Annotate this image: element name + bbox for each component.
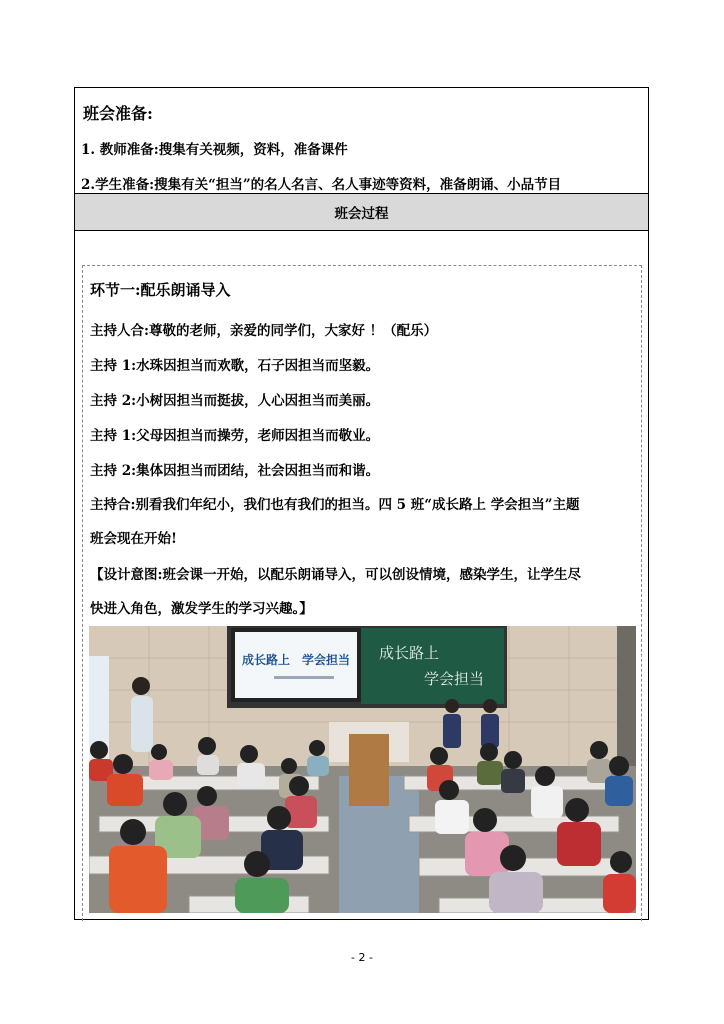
text-line: 主持合:别看我们年纪小，我们也有我们的担当。四 5 班“成长路上 学会担当”主题 (90, 497, 580, 513)
text-line: 主持人合:尊敬的老师，亲爱的同学们，大家好 ！（配乐） (90, 323, 438, 339)
lesson-plan-frame (74, 87, 649, 920)
prep-title: 班会准备: (83, 104, 153, 123)
page-number: - 2 - (351, 951, 373, 964)
student-prep: 2.学生准备:搜集有关“担当”的名人名言、名人事迹等资料，准备朗诵、小品节目 (81, 177, 562, 193)
board-text-2: 学会担当 (423, 670, 485, 688)
text-line: 【设计意图:班会课一开始，以配乐朗诵导入，可以创设情境，感染学生，让学生尽 (90, 567, 581, 583)
segment-box (82, 265, 642, 921)
screen-title: 成长路上 学会担当 (241, 653, 351, 667)
text-line: 班会现在开始! (90, 531, 177, 547)
text-line: 快进入角色，激发学生的学习兴趣。】 (90, 601, 313, 617)
teacher-prep: 1. 教师准备:搜集有关视频，资料，准备课件 (81, 142, 348, 158)
process-header-text: 班会过程 (334, 206, 389, 222)
process-header (75, 194, 648, 231)
segment-title: 环节一:配乐朗诵导入 (90, 281, 231, 299)
text-line: 主持 2:小树因担当而挺拔，人心因担当而美丽。 (90, 393, 380, 409)
board-text-1: 成长路上 (378, 644, 440, 662)
text-line: 主持 1:父母因担当而操劳，老师因担当而敬业。 (90, 428, 380, 444)
text-line: 主持 1:水珠因担当而欢歌，石子因担当而坚毅。 (90, 358, 380, 374)
classroom-photo (89, 626, 636, 913)
prep-section (75, 88, 648, 194)
text-line: 主持 2:集体因担当而团结，社会因担当而和谐。 (90, 463, 380, 479)
